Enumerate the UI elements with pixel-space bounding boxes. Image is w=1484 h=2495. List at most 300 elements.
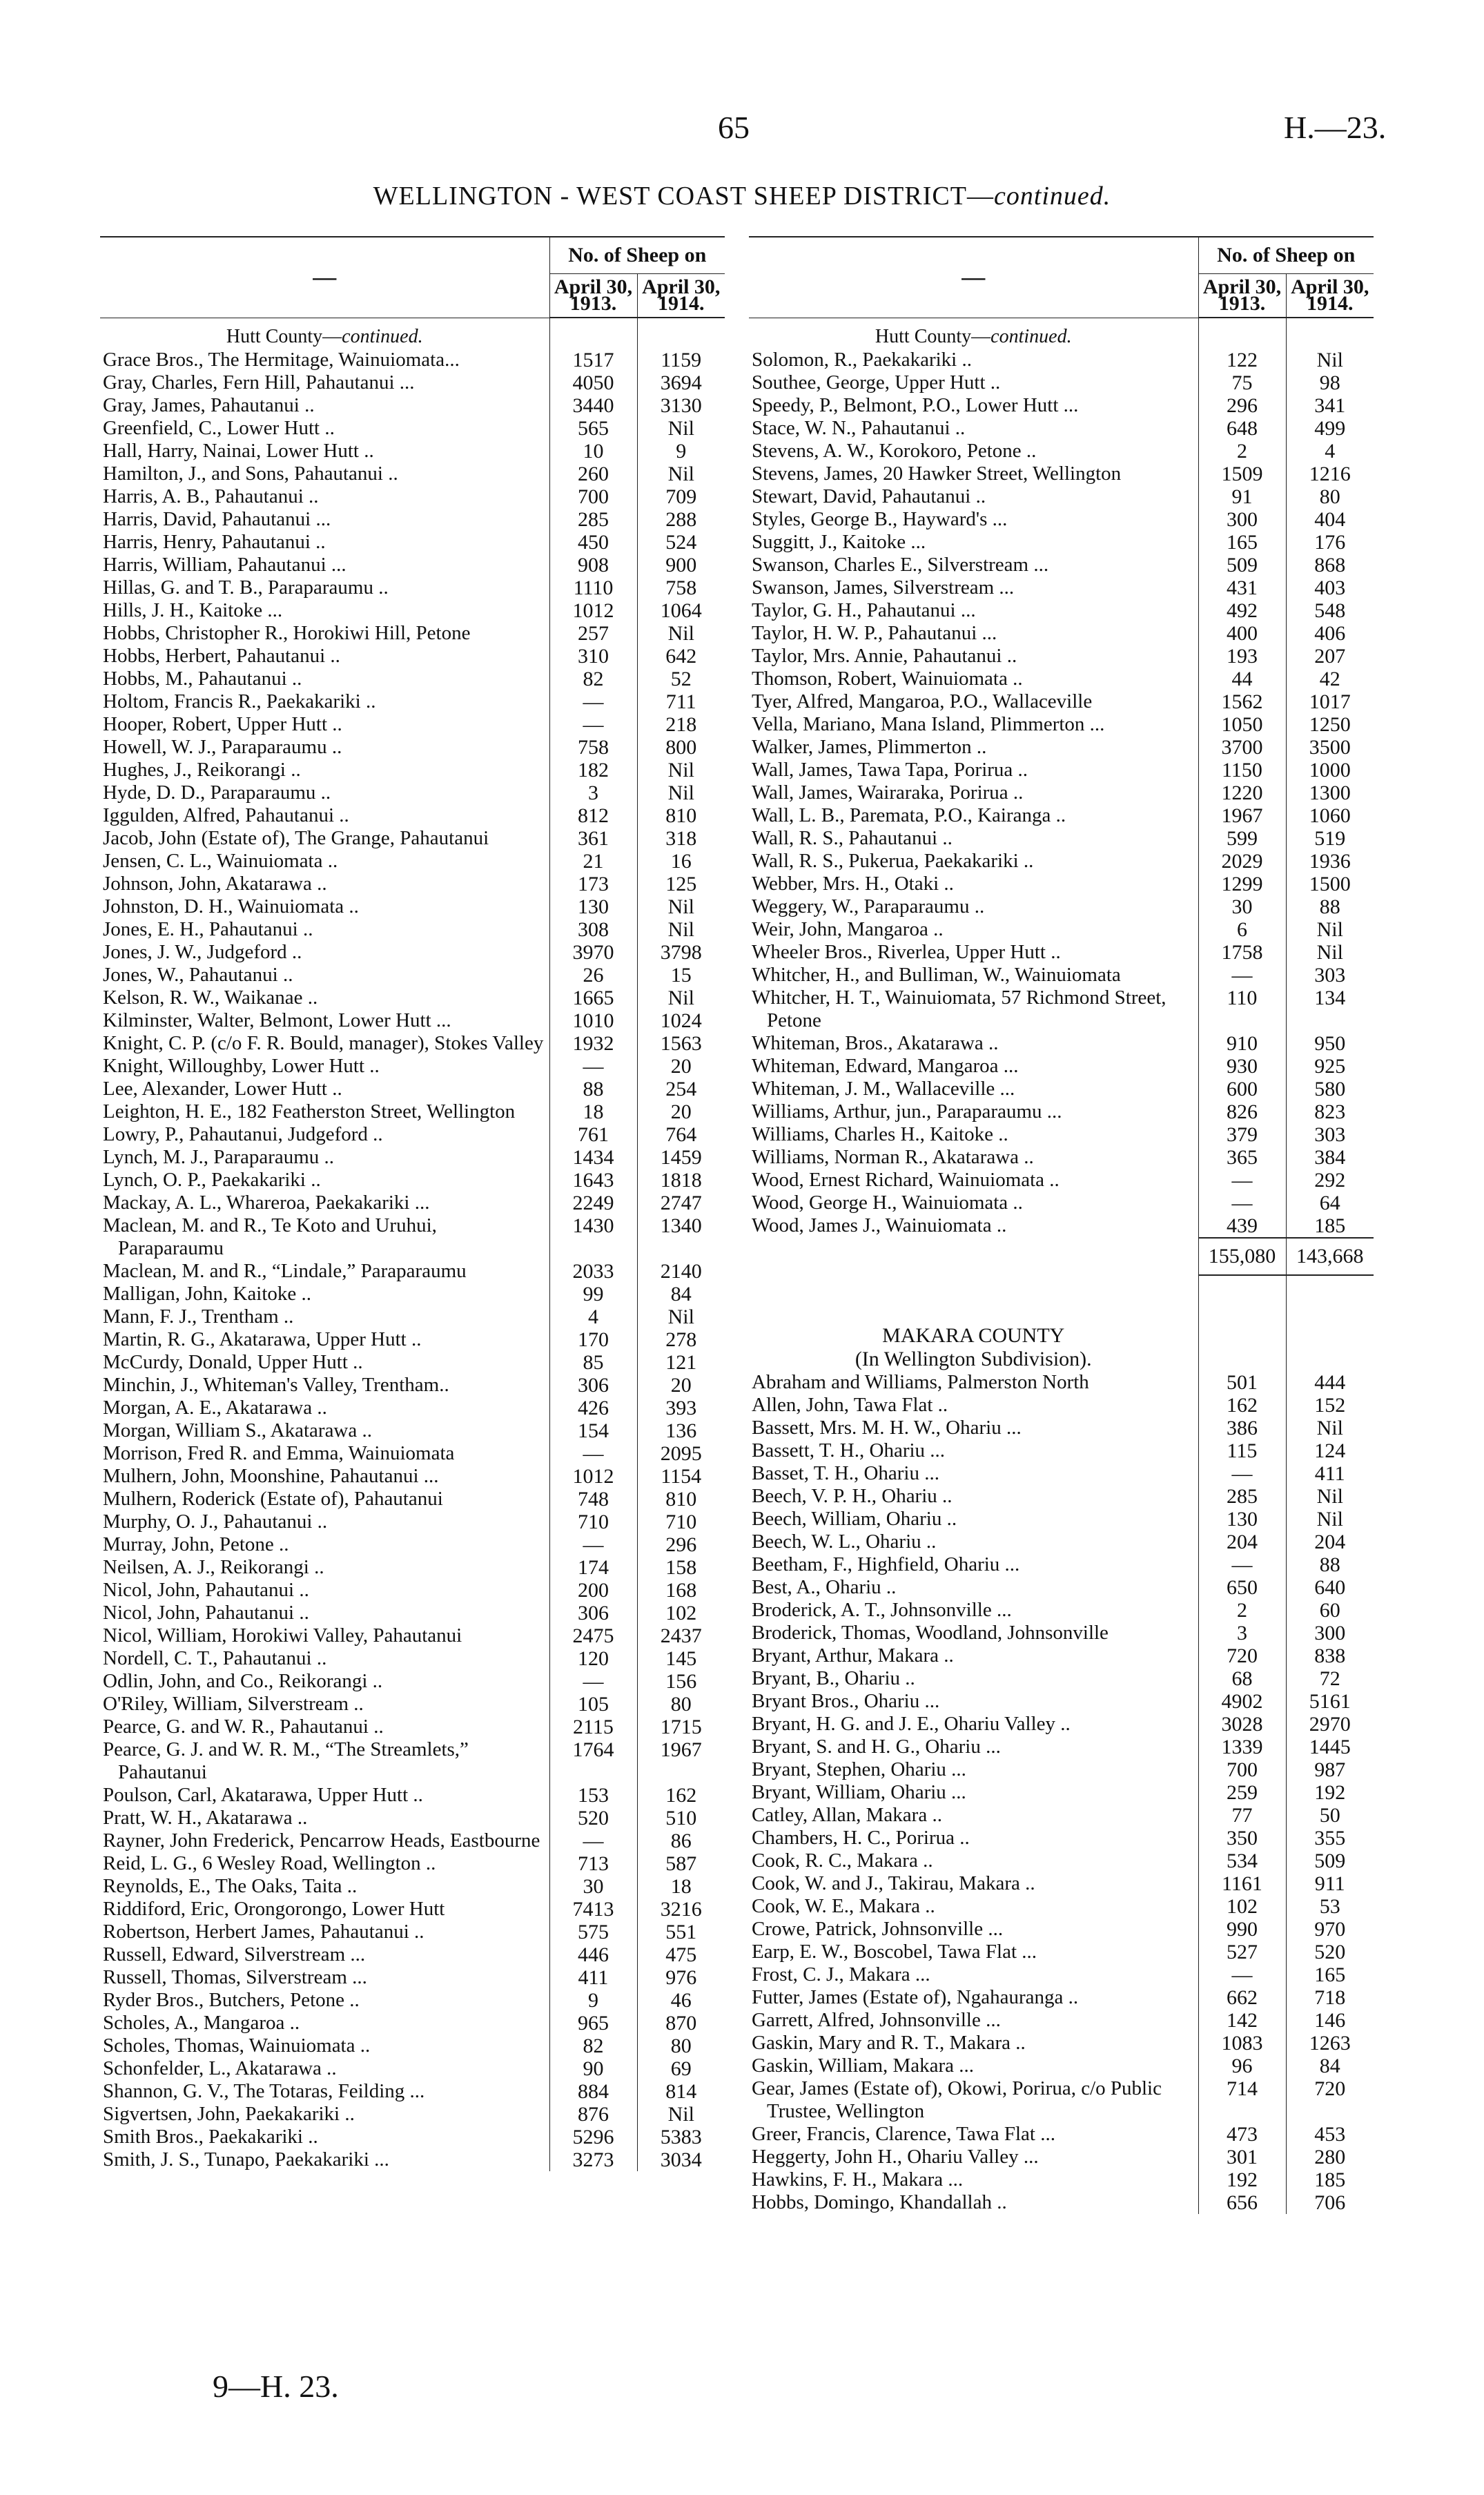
- table-row: [749, 622, 1374, 645]
- table-row: [749, 1736, 1374, 1758]
- table-row: [749, 394, 1374, 417]
- owner-name: Martin, R. G., Akatarawa, Upper Hutt ..: [103, 1328, 422, 1350]
- table-row: [749, 1100, 1374, 1123]
- table-row: [100, 2057, 725, 2080]
- owner-name: Smith, J. S., Tunapo, Paekakariki ...: [103, 2148, 389, 2171]
- sheep-1913: 99: [549, 1283, 637, 1305]
- sheep-1913: 650: [1198, 1576, 1286, 1599]
- table-row: [749, 554, 1374, 576]
- sheep-1914: 152: [1286, 1394, 1374, 1417]
- sheep-1913: —: [549, 713, 637, 736]
- sheep-1914: 207: [1286, 645, 1374, 668]
- sheep-1914: 510: [637, 1807, 725, 1829]
- sheep-1914: 80: [637, 2035, 725, 2057]
- table-row: [749, 576, 1374, 599]
- sheep-1914: 20: [637, 1100, 725, 1123]
- table-row: [749, 2077, 1374, 2123]
- sheep-1914: 925: [1286, 1055, 1374, 1078]
- sheep-1913: 656: [1198, 2191, 1286, 2214]
- table-row: [749, 599, 1374, 622]
- sheep-1914: 3130: [637, 394, 725, 417]
- sheep-1914: 280: [1286, 2146, 1374, 2168]
- left-sheep-table: [100, 236, 725, 2171]
- sheep-1913: 710: [549, 1511, 637, 1533]
- sheep-1914: 2747: [637, 1192, 725, 1214]
- sheep-1913: 439: [1198, 1214, 1286, 1238]
- sheep-1914: Nil: [637, 417, 725, 440]
- owner-name: Nicol, John, Pahautanui ..: [103, 1578, 309, 1601]
- table-row: [749, 1986, 1374, 2009]
- sheep-1914: 165: [1286, 1963, 1374, 1986]
- owner-name: Scholes, A., Mangaroa ..: [103, 2011, 300, 2034]
- sheep-1914: Nil: [1286, 1508, 1374, 1531]
- owner-name: Schonfelder, L., Akatarawa ..: [103, 2057, 337, 2079]
- owner-name: Garrett, Alfred, Johnsonville ...: [752, 2008, 1001, 2031]
- owner-name: Best, A., Ohariu ..: [752, 1575, 897, 1598]
- owner-name: Lynch, O. P., Paekakariki ..: [103, 1168, 321, 1191]
- owner-name: Riddiford, Eric, Orongorongo, Lower Hutt: [103, 1897, 445, 1920]
- owner-name: Bryant, B., Ohariu ..: [752, 1667, 915, 1689]
- table-row: [100, 1283, 725, 1305]
- table-row: [749, 1439, 1374, 1462]
- owner-name: Leighton, H. E., 182 Featherston Street, Wellington: [103, 1100, 516, 1123]
- owner-name: O'Riley, William, Silverstream ..: [103, 1692, 364, 1715]
- owner-name: Williams, Norman R., Akatarawa ..: [752, 1145, 1034, 1168]
- sheep-1913: 1430: [549, 1214, 637, 1260]
- sheep-1914: 3798: [637, 941, 725, 964]
- owner-name: Harris, Henry, Pahautanui ..: [103, 530, 326, 553]
- sheep-1914: Nil: [637, 987, 725, 1009]
- sheep-1914: Nil: [637, 1305, 725, 1328]
- sheep-1914: 706: [1286, 2191, 1374, 2214]
- sheep-1913: 77: [1198, 1804, 1286, 1827]
- sheep-1913: 1509: [1198, 463, 1286, 485]
- sheep-1914: 88: [1286, 1553, 1374, 1576]
- owner-name: Stewart, David, Pahautanui ..: [752, 485, 986, 507]
- owner-name: Hawkins, F. H., Makara ...: [752, 2168, 964, 2191]
- sheep-1914: 970: [1286, 1918, 1374, 1941]
- table-row: [100, 1693, 725, 1716]
- sheep-1914: 1159: [637, 349, 725, 371]
- sheep-1914: 42: [1286, 668, 1374, 690]
- owner-name: Grace Bros., The Hermitage, Wainuiomata...: [103, 348, 460, 371]
- owner-name: Scholes, Thomas, Wainuiomata ..: [103, 2034, 371, 2057]
- table-row: [100, 1829, 725, 1852]
- sheep-1913: 2: [1198, 440, 1286, 463]
- sheep-1913: 192: [1198, 2168, 1286, 2191]
- sheep-1913: —: [549, 1442, 637, 1465]
- sheep-1914: Nil: [637, 895, 725, 918]
- table-row: [100, 1100, 725, 1123]
- table-row: [100, 1123, 725, 1146]
- sheep-1914: 475: [637, 1943, 725, 1966]
- page-title-suffix: continued.: [993, 182, 1111, 211]
- owner-name: Beech, V. P. H., Ohariu ..: [752, 1484, 953, 1507]
- table-row: [100, 1032, 725, 1055]
- sheep-1914: 640: [1286, 1576, 1374, 1599]
- table-row: [749, 349, 1374, 371]
- sheep-1913: 565: [549, 417, 637, 440]
- page-reference: H.—23.: [1284, 110, 1387, 145]
- sheep-1913: 21: [549, 850, 637, 873]
- table-row: [749, 1713, 1374, 1736]
- sheep-1914: 911: [1286, 1872, 1374, 1895]
- owner-name: Morrison, Fred R. and Emma, Wainuiomata: [103, 1441, 455, 1464]
- table-row: [100, 576, 725, 599]
- table-row: [749, 964, 1374, 987]
- sheep-1913: 2033: [549, 1260, 637, 1283]
- sheep-1914: 168: [637, 1579, 725, 1602]
- table-row: [100, 1442, 725, 1465]
- table-row: [100, 895, 725, 918]
- sheep-1913: 285: [549, 508, 637, 531]
- sheep-1913: 170: [549, 1328, 637, 1351]
- table-row: [100, 1989, 725, 2012]
- owner-name: Williams, Charles H., Kaitoke ..: [752, 1123, 1008, 1145]
- sheep-1914: 162: [637, 1784, 725, 1807]
- sheep-1913: 501: [1198, 1371, 1286, 1394]
- table-row: [100, 1078, 725, 1100]
- owner-name: Hyde, D. D., Paraparaumu ..: [103, 781, 331, 804]
- sheep-1914: 900: [637, 554, 725, 576]
- sheep-1914: 46: [637, 1989, 725, 2012]
- sheep-1914: 156: [637, 1670, 725, 1693]
- sheep-1914: 1936: [1286, 850, 1374, 873]
- sheep-1914: 121: [637, 1351, 725, 1374]
- owner-name: Allen, John, Tawa Flat ..: [752, 1393, 948, 1416]
- sheep-1913: 2475: [549, 1624, 637, 1647]
- owner-name: Whiteman, Edward, Mangaroa ...: [752, 1054, 1019, 1077]
- sheep-1914: 1459: [637, 1146, 725, 1169]
- sheep-1913: 4050: [549, 371, 637, 394]
- sheep-1913: —: [549, 690, 637, 713]
- sheep-1913: 260: [549, 463, 637, 485]
- owner-name: Williams, Arthur, jun., Paraparaumu ...: [752, 1100, 1062, 1123]
- column-header-1913: April 30, 1913.: [549, 274, 637, 318]
- sheep-1913: 1665: [549, 987, 637, 1009]
- owner-name: Broderick, A. T., Johnsonville ...: [752, 1598, 1012, 1621]
- sheep-1914: 838: [1286, 1644, 1374, 1667]
- sheep-1913: 826: [1198, 1100, 1286, 1123]
- sheep-1913: 102: [1198, 1895, 1286, 1918]
- owner-name: Bassett, Mrs. M. H. W., Ohariu ...: [752, 1416, 1022, 1439]
- table-row: [100, 668, 725, 690]
- owner-name: Gray, Charles, Fern Hill, Pahautanui ...: [103, 371, 415, 394]
- owner-name: Reynolds, E., The Oaks, Taita ..: [103, 1874, 358, 1897]
- sheep-1913: 700: [1198, 1758, 1286, 1781]
- table-row: [100, 1670, 725, 1693]
- sheep-1913: 1764: [549, 1738, 637, 1784]
- sheep-1914: 1300: [1286, 781, 1374, 804]
- table-row: [749, 668, 1374, 690]
- owner-name: Pearce, G. J. and W. R. M., “The Streamlets,” Pahautanui: [103, 1738, 469, 1783]
- sheep-1913: 758: [549, 736, 637, 759]
- table-row: [749, 1508, 1374, 1531]
- sheep-1914: 548: [1286, 599, 1374, 622]
- right-sheep-table: [749, 236, 1374, 2214]
- sheep-1914: Nil: [637, 2103, 725, 2126]
- sheep-1914: 125: [637, 873, 725, 895]
- column-header-group: No. of Sheep on: [1198, 237, 1374, 274]
- owner-name: Hamilton, J., and Sons, Pahautanui ..: [103, 462, 398, 485]
- table-row: [100, 1260, 725, 1283]
- left-column: [100, 236, 725, 2171]
- owner-name: Knight, C. P. (c/o F. R. Bould, manager), Stokes Valley: [103, 1031, 544, 1054]
- sheep-1914: 88: [1286, 895, 1374, 918]
- sheep-1913: 82: [549, 668, 637, 690]
- table-row: [100, 1716, 725, 1738]
- sheep-1913: 200: [549, 1579, 637, 1602]
- owner-name: Maclean, M. and R., Te Koto and Uruhui, Paraparaumu: [103, 1214, 437, 1259]
- sheep-1913: 75: [1198, 371, 1286, 394]
- sheep-1913: 130: [1198, 1508, 1286, 1531]
- sheep-1914: 2095: [637, 1442, 725, 1465]
- owner-name: Chambers, H. C., Porirua ..: [752, 1826, 970, 1849]
- owner-name: Kilminster, Walter, Belmont, Lower Hutt ...: [103, 1009, 451, 1031]
- sheep-1913: 5296: [549, 2126, 637, 2148]
- table-row: [100, 1397, 725, 1419]
- owner-name: Morgan, A. E., Akatarawa ..: [103, 1396, 327, 1419]
- owner-name: Swanson, Charles E., Silverstream ...: [752, 553, 1049, 576]
- owner-name: Knight, Willoughby, Lower Hutt ..: [103, 1054, 380, 1077]
- sheep-1913: 350: [1198, 1827, 1286, 1850]
- owner-name: Bassett, T. H., Ohariu ...: [752, 1439, 946, 1462]
- table-row: [100, 485, 725, 508]
- sheep-1914: 519: [1286, 827, 1374, 850]
- owner-name: Bryant, H. G. and J. E., Ohariu Valley ..: [752, 1712, 1071, 1735]
- sheep-1914: 870: [637, 2012, 725, 2035]
- table-row: [749, 508, 1374, 531]
- sheep-1914: 50: [1286, 1804, 1374, 1827]
- sheep-1913: 473: [1198, 2123, 1286, 2146]
- sheep-1913: 527: [1198, 1941, 1286, 1963]
- sheep-1914: Nil: [1286, 941, 1374, 964]
- owner-name: Weir, John, Mangaroa ..: [752, 918, 944, 940]
- table-row: [100, 371, 725, 394]
- owner-name: Lowry, P., Pahautanui, Judgeford ..: [103, 1123, 383, 1145]
- owner-name: Murphy, O. J., Pahautanui ..: [103, 1510, 328, 1533]
- owner-name: Sigvertsen, John, Paekakariki ..: [103, 2102, 355, 2125]
- table-row: [100, 1602, 725, 1624]
- sheep-1914: Nil: [637, 781, 725, 804]
- table-row: [100, 463, 725, 485]
- table-row: [749, 1146, 1374, 1169]
- owner-name: Maclean, M. and R., “Lindale,” Paraparaumu: [103, 1259, 467, 1282]
- owner-name: Harris, A. B., Pahautanui ..: [103, 485, 319, 507]
- sheep-1913: 1299: [1198, 873, 1286, 895]
- table-row: [100, 2103, 725, 2126]
- sheep-1914: 810: [637, 804, 725, 827]
- owner-name: Cook, R. C., Makara ..: [752, 1849, 933, 1872]
- owner-name: Thomson, Robert, Wainuiomata ..: [752, 667, 1023, 690]
- sheep-1914: 1340: [637, 1214, 725, 1260]
- sheep-1914: 185: [1286, 1214, 1374, 1238]
- owner-name: Wood, George H., Wainuiomata ..: [752, 1191, 1023, 1214]
- sheep-1914: Nil: [637, 463, 725, 485]
- table-row: [100, 645, 725, 668]
- section-heading-suffix: continued.: [990, 325, 1072, 347]
- owner-name: Heggerty, John H., Ohariu Valley ...: [752, 2145, 1039, 2168]
- sheep-1914: 5161: [1286, 1690, 1374, 1713]
- column-header-1914: April 30, 1914.: [1286, 274, 1374, 318]
- sheep-1914: 587: [637, 1852, 725, 1875]
- owner-name: McCurdy, Donald, Upper Hutt ..: [103, 1350, 363, 1373]
- sheep-1913: 1050: [1198, 713, 1286, 736]
- owner-name: Pearce, G. and W. R., Pahautanui ..: [103, 1715, 384, 1738]
- sheep-1913: 509: [1198, 554, 1286, 576]
- sheep-1913: 90: [549, 2057, 637, 2080]
- sheep-1914: 2970: [1286, 1713, 1374, 1736]
- sheep-1913: 599: [1198, 827, 1286, 850]
- owner-name: Suggitt, J., Kaitoke ...: [752, 530, 926, 553]
- sheep-1914: 4: [1286, 440, 1374, 463]
- owner-name: Whiteman, J. M., Wallaceville ...: [752, 1077, 1015, 1100]
- table-row: [749, 1032, 1374, 1055]
- section-heading: [100, 318, 549, 349]
- sheep-1913: 2115: [549, 1716, 637, 1738]
- sheep-1913: 9: [549, 1989, 637, 2012]
- owner-name: Gaskin, Mary and R. T., Makara ..: [752, 2031, 1026, 2054]
- sheep-1914: 296: [637, 1533, 725, 1556]
- sheep-1913: 2: [1198, 1599, 1286, 1622]
- table-row: [749, 1599, 1374, 1622]
- sheep-1913: 82: [549, 2035, 637, 2057]
- sheep-1913: 162: [1198, 1394, 1286, 1417]
- table-row: [749, 2055, 1374, 2077]
- sheep-1913: —: [549, 1670, 637, 1693]
- sheep-1913: 122: [1198, 349, 1286, 371]
- owner-name: Wall, James, Wairaraka, Porirua ..: [752, 781, 1024, 804]
- sheep-1913: 85: [549, 1351, 637, 1374]
- sheep-1913: 575: [549, 1921, 637, 1943]
- owner-name: Hobbs, M., Pahautanui ..: [103, 667, 302, 690]
- sheep-1914: 20: [637, 1055, 725, 1078]
- table-row: [100, 1146, 725, 1169]
- sheep-1914: 453: [1286, 2123, 1374, 2146]
- sheep-1914: 300: [1286, 1622, 1374, 1644]
- sheep-1914: Nil: [637, 622, 725, 645]
- owner-name: Whiteman, Bros., Akatarawa ..: [752, 1031, 999, 1054]
- sheep-1913: 1012: [549, 599, 637, 622]
- sheep-1914: Nil: [637, 759, 725, 781]
- table-row: [100, 2012, 725, 2035]
- sheep-1914: 3500: [1286, 736, 1374, 759]
- sheep-1913: 44: [1198, 668, 1286, 690]
- owner-name: Beech, William, Ohariu ..: [752, 1507, 957, 1530]
- sheep-1914: 1967: [637, 1738, 725, 1784]
- section-heading-text: Hutt County—: [875, 325, 991, 347]
- column-header-name: —: [100, 237, 549, 318]
- table-row: [100, 1419, 725, 1442]
- table-row: [749, 2123, 1374, 2146]
- table-row: [749, 804, 1374, 827]
- table-row: [100, 964, 725, 987]
- table-row: [100, 1647, 725, 1670]
- sheep-1914: 278: [637, 1328, 725, 1351]
- sheep-1913: 110: [1198, 987, 1286, 1032]
- owner-name: Beech, W. L., Ohariu ..: [752, 1530, 937, 1553]
- sheep-1914: 9: [637, 440, 725, 463]
- sheep-1913: —: [1198, 964, 1286, 987]
- owner-name: Morgan, William S., Akatarawa ..: [103, 1419, 372, 1441]
- sheep-1914: 1818: [637, 1169, 725, 1192]
- sheep-1914: 53: [1286, 1895, 1374, 1918]
- table-row: [749, 1394, 1374, 1417]
- sheep-1914: 1064: [637, 599, 725, 622]
- sheep-1914: 146: [1286, 2009, 1374, 2032]
- sheep-1914: 3216: [637, 1898, 725, 1921]
- owner-name: Nicol, John, Pahautanui ..: [103, 1601, 309, 1624]
- table-row: [749, 1576, 1374, 1599]
- sheep-1913: 30: [549, 1875, 637, 1898]
- sheep-1913: 18: [549, 1100, 637, 1123]
- sheep-1914: 524: [637, 531, 725, 554]
- table-row: [100, 1465, 725, 1488]
- table-row: [749, 1417, 1374, 1439]
- sheep-1914: 254: [637, 1078, 725, 1100]
- sheep-1914: 3694: [637, 371, 725, 394]
- table-row: [749, 1644, 1374, 1667]
- owner-name: Reid, L. G., 6 Wesley Road, Wellington ..: [103, 1852, 436, 1874]
- sheep-1913: 1339: [1198, 1736, 1286, 1758]
- sheep-1914: 1250: [1286, 713, 1374, 736]
- sheep-1914: 1500: [1286, 873, 1374, 895]
- sheep-1913: 259: [1198, 1781, 1286, 1804]
- sheep-1913: —: [549, 1055, 637, 1078]
- sheep-1914: 2140: [637, 1260, 725, 1283]
- sheep-1913: 91: [1198, 485, 1286, 508]
- sheep-1913: 1434: [549, 1146, 637, 1169]
- table-row: [100, 1921, 725, 1943]
- sheep-1914: 444: [1286, 1371, 1374, 1394]
- sheep-1913: 2029: [1198, 850, 1286, 873]
- sheep-1914: 758: [637, 576, 725, 599]
- table-row: [100, 349, 725, 371]
- owner-name: Bryant, William, Ohariu ...: [752, 1780, 966, 1803]
- owner-name: Tyer, Alfred, Mangaroa, P.O., Wallaceville: [752, 690, 1093, 712]
- table-row: [100, 690, 725, 713]
- table-row: [100, 1374, 725, 1397]
- sheep-1913: 4: [549, 1305, 637, 1328]
- page-title-text: WELLINGTON - WEST COAST SHEEP DISTRICT—: [373, 182, 994, 211]
- sheep-1913: 965: [549, 2012, 637, 2035]
- sheep-1913: 876: [549, 2103, 637, 2126]
- owner-name: Jacob, John (Estate of), The Grange, Pahautanui: [103, 826, 489, 849]
- sheep-1913: 713: [549, 1852, 637, 1875]
- sheep-1914: 1024: [637, 1009, 725, 1032]
- owner-name: Greer, Francis, Clarence, Tawa Flat ...: [752, 2122, 1055, 2145]
- owner-name: Kelson, R. W., Waikanae ..: [103, 986, 318, 1009]
- sheep-1913: 7413: [549, 1898, 637, 1921]
- table-row: [100, 440, 725, 463]
- table-row: [100, 2148, 725, 2171]
- sheep-1913: 204: [1198, 1531, 1286, 1553]
- sheep-1913: 534: [1198, 1850, 1286, 1872]
- owner-name: Jensen, C. L., Wainuiomata ..: [103, 849, 338, 872]
- sheep-1914: 1563: [637, 1032, 725, 1055]
- owner-name: Hillas, G. and T. B., Paraparaumu ..: [103, 576, 389, 599]
- owner-name: Mackay, A. L., Whareroa, Paekakariki ...: [103, 1191, 430, 1214]
- table-row: [100, 781, 725, 804]
- sheep-1914: 823: [1286, 1100, 1374, 1123]
- owner-name: Swanson, James, Silverstream ...: [752, 576, 1015, 599]
- owner-name: Mulhern, John, Moonshine, Pahautanui ...: [103, 1464, 439, 1487]
- sheep-1913: 1517: [549, 349, 637, 371]
- table-row: [749, 1371, 1374, 1394]
- owner-name: Lee, Alexander, Lower Hutt ..: [103, 1077, 342, 1100]
- table-row: [749, 1078, 1374, 1100]
- sheep-1913: 165: [1198, 531, 1286, 554]
